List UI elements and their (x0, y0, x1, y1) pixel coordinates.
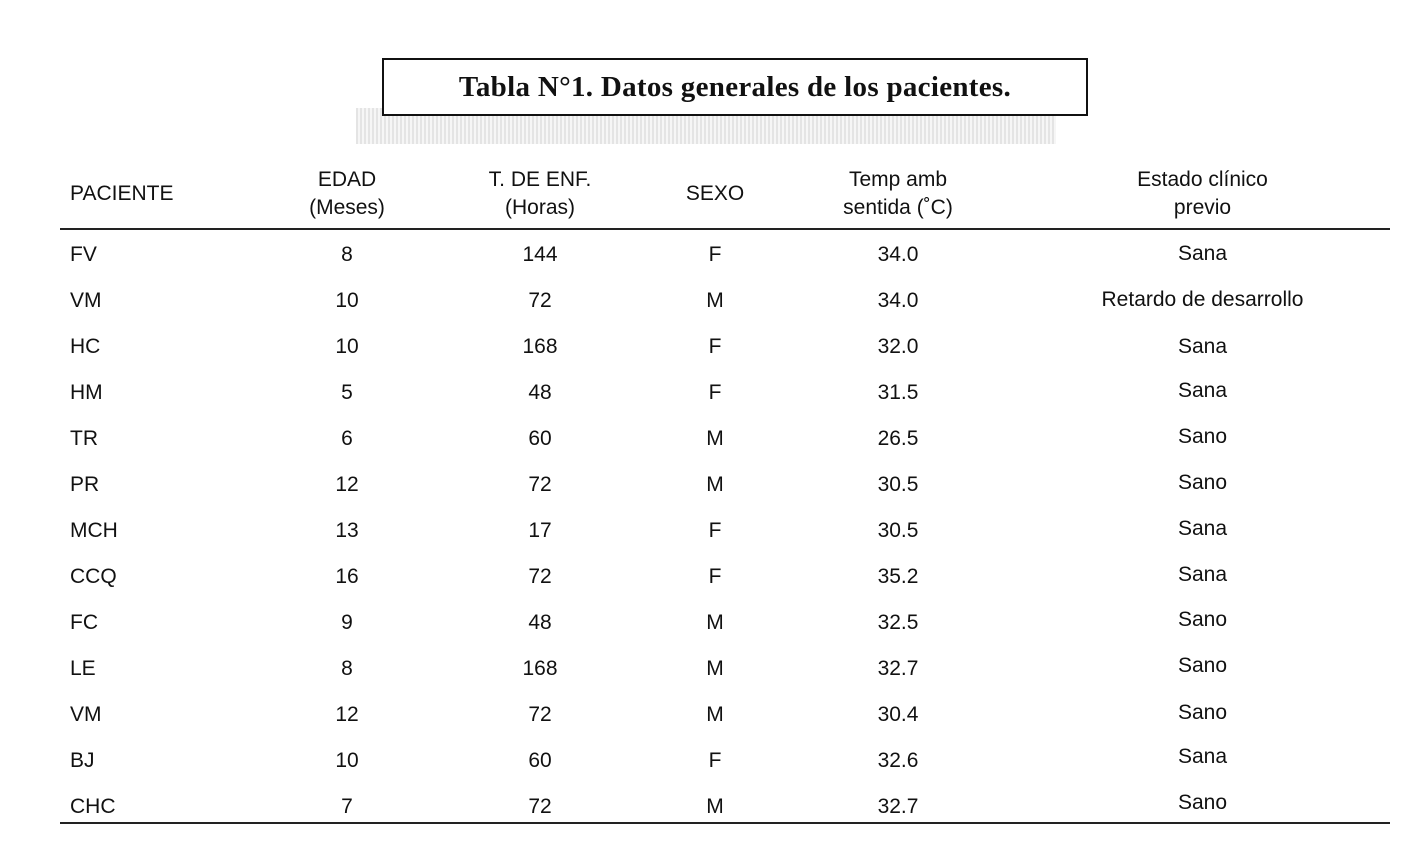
cell-edad: 12 (335, 473, 359, 496)
cell-paciente: VM (70, 703, 102, 726)
cell-edad: 7 (341, 795, 353, 818)
cell-edad: 12 (335, 703, 359, 726)
header-temp-line1: Temp amb (848, 168, 948, 191)
header-sexo: SEXO (685, 182, 745, 205)
cell-estado: Sano (1177, 471, 1228, 494)
cell-temp: 35.2 (877, 565, 919, 588)
cell-tde: 60 (528, 427, 552, 450)
cell-paciente: LE (70, 657, 96, 680)
cell-tde: 60 (528, 749, 552, 772)
cell-tde: 72 (528, 473, 552, 496)
cell-temp: 30.5 (877, 519, 919, 542)
cell-temp: 32.7 (877, 795, 919, 818)
header-edad-line2: (Meses) (309, 196, 385, 219)
cell-edad: 16 (335, 565, 359, 588)
header-temp-line2: sentida (˚C) (843, 196, 953, 219)
cell-paciente: HC (70, 335, 101, 358)
cell-tde: 72 (528, 565, 552, 588)
cell-sexo: M (706, 657, 724, 680)
cell-tde: 72 (528, 703, 552, 726)
cell-sexo: F (708, 749, 722, 772)
cell-paciente: BJ (70, 749, 95, 772)
cell-temp: 31.5 (877, 381, 919, 404)
cell-sexo: F (708, 381, 722, 404)
cell-temp: 34.0 (877, 243, 919, 266)
cell-edad: 8 (341, 243, 353, 266)
cell-tde: 144 (522, 243, 558, 266)
header-tde-line2: (Horas) (504, 196, 575, 219)
cell-estado: Sano (1177, 608, 1228, 631)
cell-paciente: MCH (70, 519, 118, 542)
cell-tde: 72 (528, 795, 552, 818)
cell-tde: 168 (522, 657, 558, 680)
cell-sexo: F (708, 243, 722, 266)
cell-sexo: M (706, 427, 724, 450)
cell-edad: 9 (341, 611, 353, 634)
cell-estado: Sano (1177, 701, 1228, 724)
bottom-rule (60, 822, 1390, 824)
header-tde-line1: T. DE ENF. (488, 168, 592, 191)
cell-sexo: F (708, 335, 722, 358)
cell-paciente: CHC (70, 795, 116, 818)
cell-edad: 6 (341, 427, 353, 450)
cell-edad: 5 (341, 381, 353, 404)
cell-temp: 32.7 (877, 657, 919, 680)
cell-tde: 48 (528, 381, 552, 404)
header-paciente: PACIENTE (70, 182, 174, 205)
cell-temp: 30.5 (877, 473, 919, 496)
cell-temp: 32.5 (877, 611, 919, 634)
cell-paciente: PR (70, 473, 100, 496)
header-estado-line2: previo (1173, 196, 1232, 219)
cell-paciente: HM (70, 381, 103, 404)
cell-sexo: M (706, 703, 724, 726)
header-estado-clinico (1050, 166, 1355, 222)
cell-sexo: M (706, 289, 724, 312)
cell-sexo: M (706, 611, 724, 634)
cell-edad: 10 (335, 335, 359, 358)
cell-tde: 168 (522, 335, 558, 358)
table-title: Tabla N°1. Datos generales de los pacientes. (382, 58, 1088, 116)
cell-edad: 8 (341, 657, 353, 680)
cell-tde: 17 (528, 519, 552, 542)
cell-temp: 34.0 (877, 289, 919, 312)
header-estado-line1: Estado clínico (1137, 168, 1268, 191)
cell-estado: Sana (1177, 745, 1228, 768)
cell-paciente: FC (70, 611, 98, 634)
cell-sexo: F (708, 519, 722, 542)
cell-paciente: CCQ (70, 565, 117, 588)
cell-edad: 10 (335, 749, 359, 772)
cell-estado: Sana (1177, 563, 1228, 586)
cell-estado: Sana (1177, 242, 1228, 265)
cell-tde: 72 (528, 289, 552, 312)
cell-estado: Sano (1177, 425, 1228, 448)
cell-paciente: VM (70, 289, 102, 312)
cell-estado: Sana (1177, 517, 1228, 540)
cell-estado: Sana (1177, 335, 1228, 358)
cell-temp: 32.6 (877, 749, 919, 772)
cell-paciente: FV (70, 243, 97, 266)
cell-sexo: M (706, 473, 724, 496)
cell-sexo: M (706, 795, 724, 818)
cell-edad: 10 (335, 289, 359, 312)
header-tiempo-enfermedad (470, 166, 610, 222)
cell-temp: 32.0 (877, 335, 919, 358)
header-temperatura (823, 166, 973, 222)
cell-tde: 48 (528, 611, 552, 634)
cell-paciente: TR (70, 427, 98, 450)
cell-temp: 30.4 (877, 703, 919, 726)
header-edad-line1: EDAD (317, 168, 377, 191)
cell-temp: 26.5 (877, 427, 919, 450)
cell-sexo: F (708, 565, 722, 588)
header-rule (60, 228, 1390, 230)
cell-estado: Retardo de desarrollo (1101, 288, 1304, 311)
cell-estado: Sano (1177, 654, 1228, 677)
cell-edad: 13 (335, 519, 359, 542)
cell-estado: Sana (1177, 379, 1228, 402)
cell-estado: Sano (1177, 791, 1228, 814)
header-edad (297, 166, 397, 222)
